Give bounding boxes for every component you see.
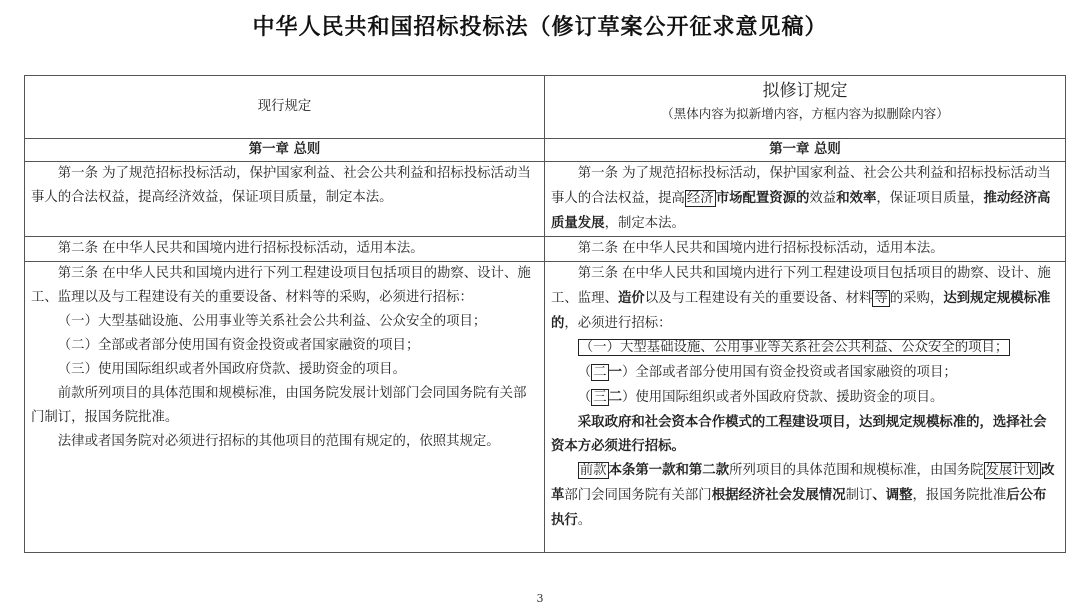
- article-3-text-c: 的采购，: [889, 291, 944, 306]
- article-1-proposed-text: [551, 162, 1059, 236]
- article-3-current-item1: （一）大型基础设施、公用事业等关系社会公共利益、公众安全的项目；: [57, 314, 487, 329]
- added-text: 达到规定规模标准的: [551, 290, 1051, 331]
- added-text: 改革: [551, 462, 1055, 503]
- comparison-table: [24, 75, 1066, 553]
- article-3-p2-a: 所列项目的具体范围和规模标准，由国务院: [729, 463, 984, 478]
- article-1-text-c: ，保证项目质量，: [876, 191, 984, 206]
- article-3-text-a: 第三条 在中华人民共和国境内进行下列工程建设项目包括项目的勘察、设计、施工、监理、: [551, 266, 1051, 306]
- article-3-p2-e: 。: [577, 513, 592, 528]
- added-text: 二: [608, 389, 622, 405]
- article-1-current-text: 第一条 为了规范招标投标活动，保护国家利益、社会公共利益和招标投标活动当事人的合法权益，提高经济效益，保证项目质量，制定本法。: [31, 166, 531, 205]
- article-3-proposed-p1: [551, 262, 1059, 336]
- deleted-text: 三: [593, 390, 607, 405]
- article-3-proposed-item3: （ 三 二）使用国际组织或者外国政府贷款、援助资金的项目。: [577, 389, 944, 405]
- article-1-text-b: 效益: [809, 191, 837, 206]
- document-title: 中华人民共和国招标投标法（修订草案公开征求意见稿）: [252, 15, 828, 40]
- added-text: 本条第一款和第二款: [608, 462, 730, 478]
- article-3-text-d: ，必须进行招标：: [564, 316, 672, 331]
- article-3-p2-c: 制订: [845, 488, 873, 503]
- added-text: 推动经济高质量发展: [551, 190, 1051, 231]
- article-2-row: [25, 237, 1066, 262]
- chapter-row: [25, 139, 1066, 162]
- article-3-p2-b: 部门会同国务院有关部门: [564, 488, 712, 503]
- added-text: 市场配置资源的: [715, 190, 810, 206]
- article-3-current: [25, 262, 545, 553]
- deleted-text: 二: [593, 365, 607, 380]
- article-1-proposed: [545, 162, 1066, 237]
- article-3-item2-rest: ）全部或者部分使用国有资金投资或者国家融资的项目；: [621, 365, 957, 380]
- article-3-proposed-item1: [551, 336, 1059, 360]
- header-proposed-title: 拟修订规定: [762, 81, 848, 101]
- chapter-right: 第一章 总则: [545, 139, 1066, 162]
- article-3-text-b: 以及与工程建设有关的重要设备、材料: [644, 291, 873, 306]
- deleted-text: 发展计划: [985, 463, 1040, 478]
- deleted-text: 经济: [686, 191, 714, 206]
- header-row: [25, 76, 1066, 139]
- header-current: 现行规定: [25, 76, 545, 139]
- deleted-text: 前款: [579, 463, 607, 478]
- article-1-row: [25, 162, 1066, 237]
- header-proposed: [545, 76, 1066, 139]
- article-2-current: [25, 237, 545, 262]
- added-text: 根据经济社会发展情况: [711, 487, 846, 503]
- article-3-current-p1: 第三条 在中华人民共和国境内进行下列工程建设项目包括项目的勘察、设计、施工、监理以及与工程建设有关的重要设备、材料等的采购，必须进行招标：: [31, 266, 531, 305]
- article-2-proposed-text: 第二条 在中华人民共和国境内进行招标投标活动，适用本法。: [577, 241, 944, 256]
- deleted-text: 等: [874, 291, 888, 306]
- article-2-current-text: 第二条 在中华人民共和国境内进行招标投标活动，适用本法。: [57, 241, 424, 256]
- deleted-text: （一）大型基础设施、公用事业等关系社会公共利益、公众安全的项目；: [579, 340, 1009, 355]
- article-1-text-d: ，制定本法。: [604, 216, 685, 231]
- added-text: 后公布执行: [551, 487, 1047, 528]
- added-text: 造价: [617, 290, 645, 306]
- added-text: 一: [608, 364, 622, 380]
- article-3-current-item2: （二）全部或者部分使用国有资金投资或者国家融资的项目；: [57, 338, 420, 353]
- article-2-proposed: [545, 237, 1066, 262]
- article-1-current: [25, 162, 545, 237]
- added-text: 和效率: [836, 190, 877, 206]
- article-3-row: [25, 262, 1066, 553]
- article-3-current-p2: 前款所列项目的具体范围和规模标准，由国务院发展计划部门会同国务院有关部门制订，报国务院批准。: [31, 386, 527, 425]
- header-proposed-note: （黑体内容为拟新增内容，方框内容为拟删除内容）: [661, 106, 949, 121]
- article-3-current-p3: 法律或者国务院对必须进行招标的其他项目的范围有规定的，依照其规定。: [57, 434, 500, 449]
- article-3-proposed-p2: [551, 458, 1059, 533]
- article-3-proposed-new-paragraph: 采取政府和社会资本合作模式的工程建设项目，达到规定规模标准的，选择社会资本方必须进行招标。: [551, 414, 1047, 454]
- chapter-left: 第一章 总则: [25, 139, 545, 162]
- added-text: 、调整: [872, 487, 913, 503]
- page-number: 3: [536, 592, 544, 605]
- article-1-text-a: 第一条 为了规范招标投标活动，保护国家利益、社会公共利益和招标投标活动当事人的合法权益，提高: [551, 166, 1051, 206]
- article-3-proposed-item2: （ 二 一）全部或者部分使用国有资金投资或者国家融资的项目；: [577, 364, 957, 380]
- article-3-current-item3: （三）使用国际组织或者外国政府贷款、援助资金的项目。: [57, 362, 406, 377]
- article-3-p2-d: ，报国务院批准: [912, 488, 1007, 503]
- article-3-proposed: [545, 262, 1066, 553]
- article-3-item3-rest: ）使用国际组织或者外国政府贷款、援助资金的项目。: [621, 390, 944, 405]
